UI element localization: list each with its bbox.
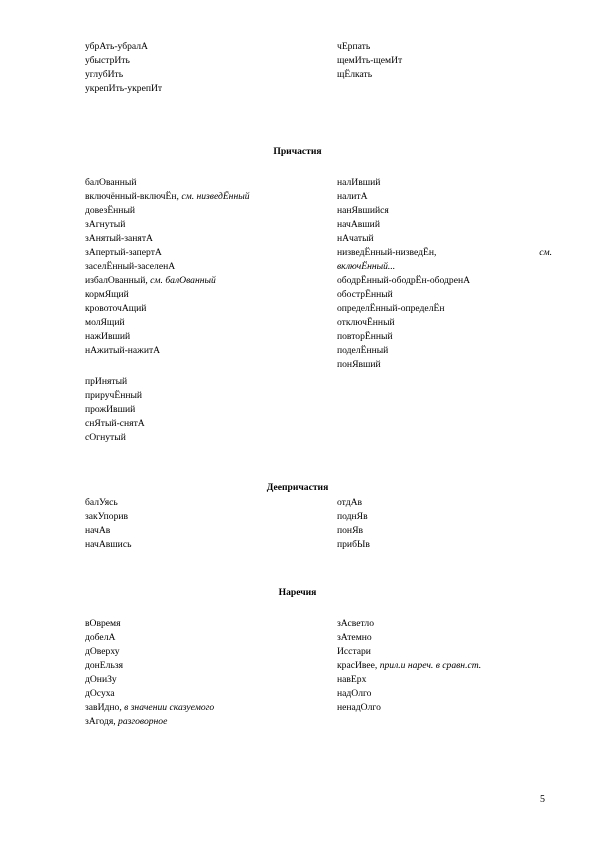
adverb-entry: Исстари <box>337 646 371 657</box>
top-left-word: убыстрИть <box>85 55 130 66</box>
gerund-entry: прибЫв <box>337 539 370 550</box>
top-left-word: укрепИть-укрепИт <box>85 83 163 94</box>
participle-entry: молЯщий <box>85 317 125 328</box>
participle-entry: зАпертый-запертА <box>85 247 162 258</box>
participle-entry: прожИвший <box>85 404 136 415</box>
participle-entry: поделЁнный <box>337 345 389 356</box>
top-right-word: щЁлкать <box>337 69 373 80</box>
adverb-entry: дОниЗу <box>85 674 117 685</box>
participle-entry: избалОванный, см. балОванный <box>85 275 216 286</box>
section-heading-gerunds: Деепричастия <box>266 482 329 493</box>
adverb-entry: зАсветло <box>337 618 375 629</box>
participle-entry: балОванный <box>85 177 137 188</box>
adverb-entry: навЕрх <box>337 674 367 685</box>
participle-entry: низведЁнный-низведЁн, см. <box>337 247 552 258</box>
gerund-entry: закУпорив <box>85 511 129 522</box>
participle-entry: обострЁнный <box>337 289 393 300</box>
participle-entry: налИвший <box>337 177 381 188</box>
page-number: 5 <box>540 794 545 805</box>
participle-entry: кормЯщий <box>85 289 129 300</box>
top-right-word: щемИть-щемИт <box>337 55 403 66</box>
participle-entry: включённый-включЁн, см. низведЁнный <box>85 191 250 202</box>
participle-entry: ободрЁнный-ободрЁн-ободренА <box>337 275 471 286</box>
participle-entry: нажИвший <box>85 331 131 342</box>
participle-entry: отключЁнный <box>337 317 395 328</box>
gerund-entry: балУясь <box>85 497 118 508</box>
participle-entry: заселЁнный-заселенА <box>85 261 176 272</box>
gerund-entry: отдАв <box>337 497 363 508</box>
participle-entry: довезЁнный <box>85 205 136 216</box>
top-right-word: чЕрпать <box>337 41 371 52</box>
adverb-entry: донЕльзя <box>85 660 124 671</box>
participle-entry: снЯтый-снятА <box>85 418 145 429</box>
gerund-entry: понЯв <box>337 525 363 536</box>
adverb-entry: добелА <box>85 632 116 643</box>
participle-entry: прИнятый <box>85 376 128 387</box>
section-heading-participles: Причастия <box>273 146 322 157</box>
adverb-entry: дОсуха <box>85 688 115 699</box>
gerund-entry: начАвшись <box>85 539 132 550</box>
adverb-entry: зАгодя, разговорное <box>85 716 168 727</box>
participle-entry: включЁнный... <box>337 261 396 272</box>
adverb-entry: дОверху <box>85 646 120 657</box>
adverb-entry: красИвее, прил.и нареч. в сравн.ст. <box>337 660 482 671</box>
gerund-entry: поднЯв <box>337 511 368 522</box>
participle-entry: повторЁнный <box>337 331 393 342</box>
participle-entry: определЁнный-определЁн <box>337 303 445 314</box>
participle-entry: нАчатый <box>337 233 374 244</box>
participle-entry: начАвший <box>337 219 380 230</box>
top-left-word: углубИть <box>85 69 124 80</box>
participle-entry: нАжитый-нажитА <box>85 345 161 356</box>
adverb-entry: зАтемно <box>337 632 372 643</box>
participle-entry: зАнятый-занятА <box>85 233 153 244</box>
participle-entry: кровоточАщий <box>85 303 147 314</box>
participle-entry: сОгнутый <box>85 432 126 443</box>
participle-entry: приручЁнный <box>85 390 143 401</box>
participle-entry: нанЯвшийся <box>337 205 389 216</box>
section-heading-adverbs: Наречия <box>278 587 317 598</box>
adverb-entry: завИдно, в значении сказуемого <box>85 702 215 713</box>
participle-entry: понЯвший <box>337 359 381 370</box>
adverb-entry: надОлго <box>337 688 372 699</box>
participle-entry: налитА <box>337 191 368 202</box>
top-left-word: убрАть-убралА <box>85 41 148 52</box>
gerund-entry: начАв <box>85 525 111 536</box>
adverb-entry: вОвремя <box>85 618 121 629</box>
adverb-entry: ненадОлго <box>337 702 381 713</box>
participle-entry: зАгнутый <box>85 219 126 230</box>
